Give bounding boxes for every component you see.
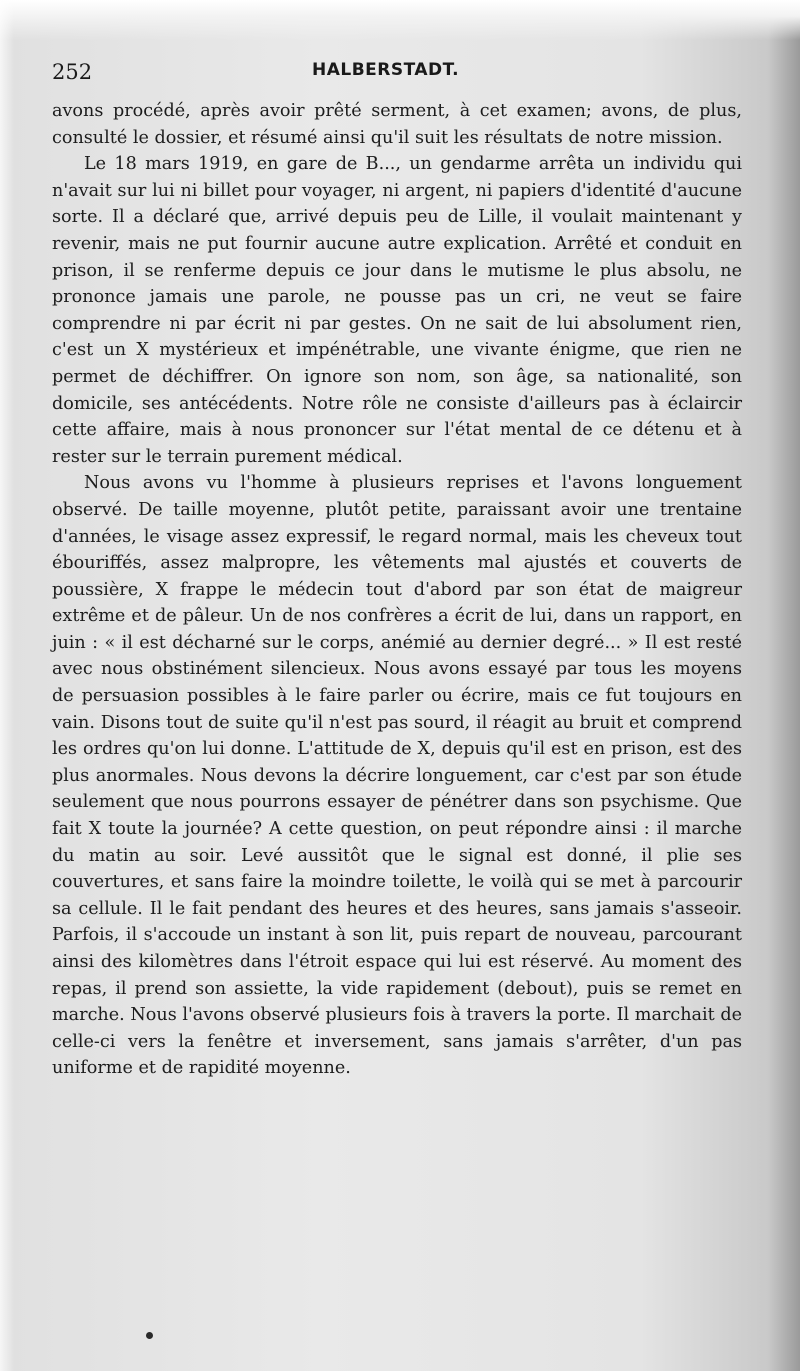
page-number: 252 [52, 60, 93, 84]
paragraph-arrest: Le 18 mars 1919, en gare de B..., un gendarme arrêta un individu qui n'avait sur lui ni billet pour voyager, ni argent, ni papiers d'identité d'aucune sorte. Il a déclaré que, arrivé depuis peu de Lille, il voulait maintenant y revenir, mais ne put fournir aucune autre explication. Arrêté et conduit en prison, il se renferme depuis ce jour dans le mutisme le plus absolu, ne prononce jamais une parole, ne pousse pas un cri, ne veut se faire comprendre ni par écrit ni par gestes. On ne sait de lui absolument rien, c'est un X mystérieux et impénétrable, une vivante énigme, que rien ne permet de déchiffrer. On ignore son nom, son âge, sa nationalité, son domicile, ses antécédents. Notre rôle ne consiste d'ailleurs pas à éclaircir cette affaire, mais à nous prononcer sur l'état mental de ce détenu et à rester sur le terrain purement médical. [52, 154, 742, 467]
ink-dot-mark [146, 1332, 153, 1339]
page-header [52, 56, 732, 92]
body-text [52, 98, 742, 1082]
top-margin [0, 0, 800, 40]
paragraph-observation: Nous avons vu l'homme à plusieurs reprises et l'avons longuement observé. De taille moyenne, plutôt petite, paraissant avoir une trentaine d'années, le visage assez expressif, le regard normal, mais les cheveux tout ébouriffés, assez malpropre, les vêtements mal ajustés et couverts de poussière, X frappe le médecin tout d'abord par son état de maigreur extrême et de pâleur. Un de nos confrères a écrit de lui, dans un rapport, en juin : « il est décharné sur le corps, anémié au dernier degré... » Il est resté avec nous obstinément silencieux. Nous avons essayé par tous les moyens de persuasion possibles à le faire parler ou écrire, mais ce fut toujours en vain. Disons tout de suite qu'il n'est pas sourd, il réagit au bruit et comprend les ordres qu'on lui donne. L'attitude de X, depuis qu'il est en prison, est des plus anormales. Nous devons la décrire longuement, car c'est par son étude seulement que nous pourrons essayer de pénétrer dans son psychisme. Que fait X toute la journée? A cette question, on peut répondre ainsi : il marche du matin au soir. Levé aussitôt que le signal est donné, il plie ses couvertures, et sans faire la moindre toilette, le voilà qui se met à parcourir sa cellule. Il le fait pendant des heures et des heures, sans jamais s'asseoir. Parfois, il s'accoude un instant à son lit, puis repart de nouveau, parcourant ainsi des kilomètres dans l'étroit espace qui lui est réservé. Au moment des repas, il prend son assiette, la vide rapidement (debout), puis se remet en marche. Nous l'avons observé plusieurs fois à travers la porte. Il marchait de celle-ci vers la fenêtre et inversement, sans jamais s'arrêter, d'un pas uniforme et de rapidité moyenne. [52, 473, 742, 1079]
paragraph-continued: avons procédé, après avoir prêté serment, à cet examen; avons, de plus, consulté le dossier, et résumé ainsi qu'il suit les résultats de notre mission. [52, 101, 742, 148]
running-title: HALBERSTADT. [312, 60, 460, 80]
page-edge-shading [0, 0, 14, 1371]
